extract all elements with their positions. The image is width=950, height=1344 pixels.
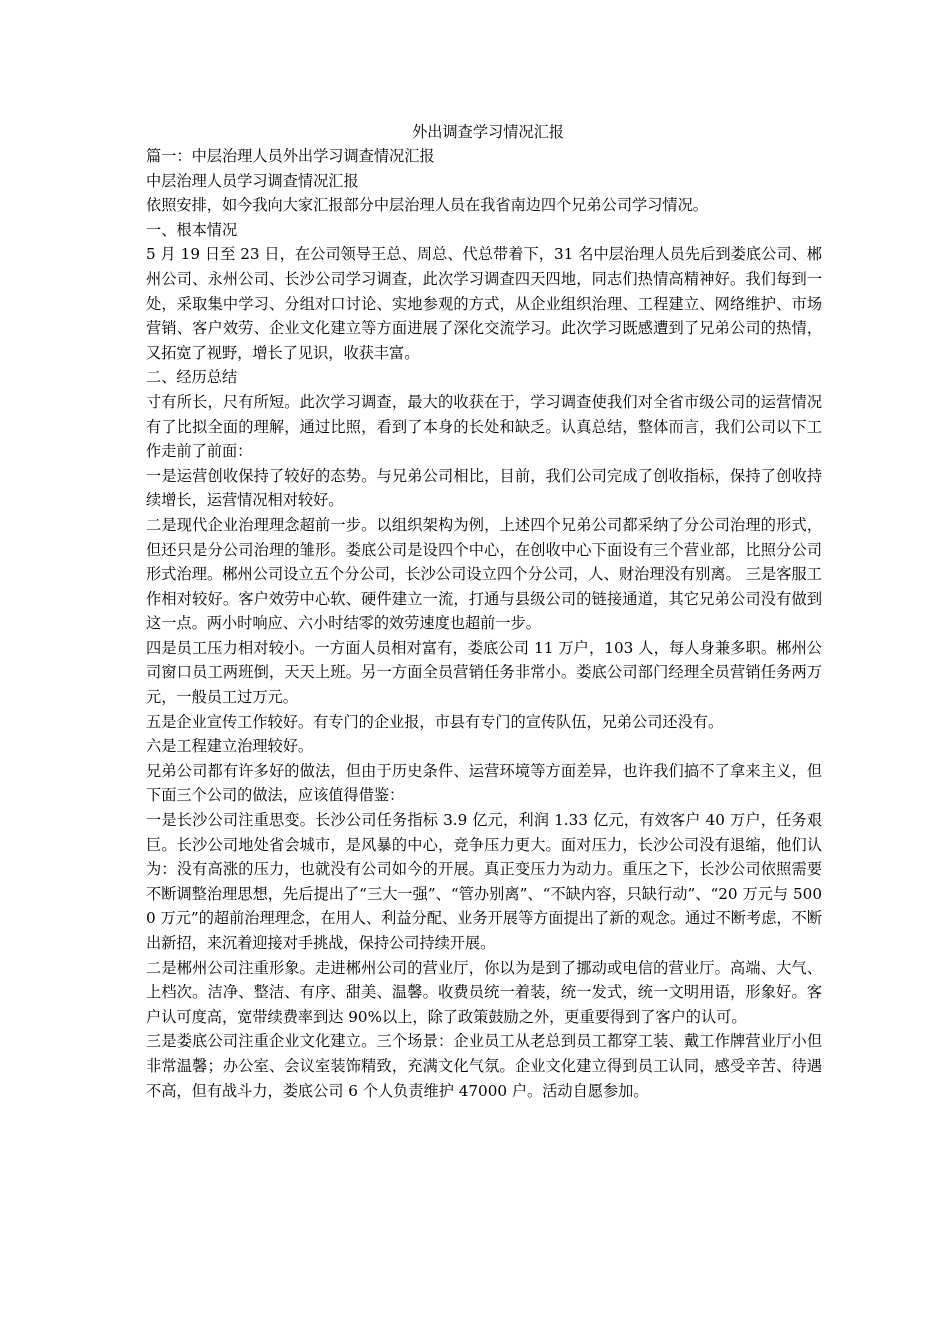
paragraph-point-five: 五是企业宣传工作较好。有专门的企业报，市县有专门的宣传队伍，兄弟公司还没有。 — [146, 712, 724, 731]
paragraph-learn-intro: 兄弟公司都有许多好的做法，但由于历史条件、运营环境等方面差异，也许我们搞不了拿来主义，但下面三个公司的做法，应该值得借鉴： — [146, 761, 822, 805]
paragraph-summary-intro: 寸有所长，尺有所短。此次学习调查，最大的收获在于，学习调查使我们对全省市级公司的运营情况有了比拟全面的理解，通过比照，看到了本身的长处和缺乏。认真总结，整体而言，我们公司以下工作走前了前面： — [146, 392, 822, 461]
paragraph-report-title: 中层治理人员学习调查情况汇报 — [146, 171, 359, 190]
paragraph-chenzhou: 二是郴州公司注重形象。走进郴州公司的营业厅，你以为是到了挪动或电信的营业厅。高端、大气、上档次。洁净、整洁、有序、甜美、温馨。收费员统一着装，统一发式，统一文明用语，形象好。客户认可度高，宽带续费率到达 90%以上，除了政策鼓励之外，更重要得到了客户的认可。 — [146, 958, 822, 1026]
heading-experience-summary: 二、经历总结 — [146, 368, 238, 387]
paragraph-point-six: 六是工程建立治理较好。 — [146, 737, 314, 756]
document-title: 外出调查学习情况汇报 — [412, 123, 564, 141]
paragraph-section-1: 篇一：中层治理人员外出学习调查情况汇报 — [146, 147, 435, 165]
paragraph-loudi: 三是娄底公司注重企业文化建立。三个场景：企业员工从老总到员工都穿工装、戴工作牌营业厅小但非常温馨；办公室、会议室装饰精致，充满文化气氛。企业文化建立得到员工认同，感受辛苦、待遇不高，但有战斗力，娄底公司 6 个人负责维护 47000 户。活动自愿参加。 — [146, 1032, 822, 1100]
paragraph-point-four: 四是员工压力相对较小。一方面人员相对富有，娄底公司 11 万户，103 人，每人身兼多职。郴州公司窗口员工两班倒，天天上班。另一方面全员营销任务非常小。娄底公司部门经理全员营销任务两万元，一般员工过万元。 — [146, 638, 822, 707]
paragraph-intro: 依照安排，如今我向大家汇报部分中层治理人员在我省南边四个兄弟公司学习情况。 — [146, 196, 708, 215]
paragraph-point-two-three: 二是现代企业治理理念超前一步。以组织架构为例，上述四个兄弟公司都采纳了分公司治理的形式，但还只是分公司治理的雏形。娄底公司是设四个中心，在创收中心下面设有三个营业部，比照分公司形式治理。郴州公司设立五个分公司，长沙公司设立四个分公司，人、财治理没有别离。 三是客服工作相对较好。客户效劳中心软、硬件建立一流，打通与县级公司的链接通道，其它兄弟公司没有做到这一点。两小时响应、六小时结零的效劳速度也超前一步。 — [146, 515, 822, 633]
heading-basic-situation: 一、根本情况 — [146, 220, 238, 239]
paragraph-changsha: 一是长沙公司注重思变。长沙公司任务指标 3.9 亿元，利润 1.33 亿元，有效客户 40 万户，任务艰巨。长沙公司地处省会城市，是风暴的中心，竞争压力更大。面对压力，长沙公司没有退缩，他们认为：没有高涨的压力，也就没有公司如今的开展。真正变压力为动力。重压之下，长沙公司依照需要不断调整治理思想，先后提出了“三大一强”、“管办别离”、“不缺内容，只缺行动”、“20 万元与 5000 万元”的超前治理理念，在用人、利益分配、业务开展等方面提出了新的观念。通过不断考虑，不断出新招，来沉着迎接对手挑战，保持公司持续开展。 — [146, 811, 822, 952]
document-body — [146, 120, 822, 1103]
paragraph-basic-situation: 5 月 19 日至 23 日，在公司领导王总、周总、代总带着下，31 名中层治理人员先后到娄底公司、郴州公司、永州公司、长沙公司学习调查，此次学习调查四天四地，同志们热情高精神好。我们每到一处，采取集中学习、分组对口讨论、实地参观的方式，从企业组织治理、工程建立、网络维护、市场营销、客户效劳、企业文化建立等方面进展了深化交流学习。此次学习既感遭到了兄弟公司的热情，又拓宽了视野，增长了见识，收获丰富。 — [146, 245, 822, 362]
paragraph-point-one: 一是运营创收保持了较好的态势。与兄弟公司相比，目前，我们公司完成了创收指标，保持了创收持续增长，运营情况相对较好。 — [146, 466, 822, 510]
